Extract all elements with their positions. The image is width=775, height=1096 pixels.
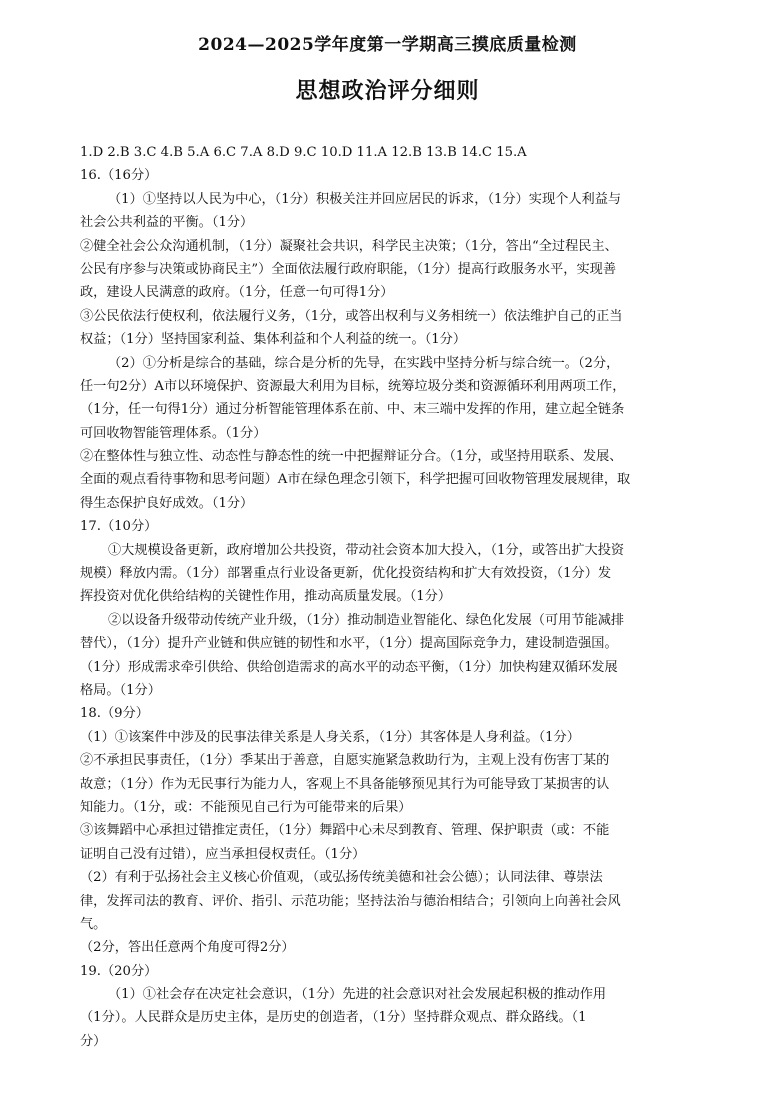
multiple-choice-answers: 1.D 2.B 3.C 4.B 5.A 6.C 7.A 8.D 9.C 10.D 11.A 12.B 13.B 14.C 15.A bbox=[80, 145, 527, 160]
question-heading: 16.（16分） bbox=[80, 168, 158, 184]
question-heading: 18.（9分） bbox=[80, 706, 149, 722]
text-line: 证明自己没有过错），应当承担侵权责任。（1分） bbox=[80, 846, 366, 862]
text-line: ③该舞蹈中心承担过错推定责任，（1分）舞蹈中心未尽到教育、管理、保护职责（或：不能 bbox=[80, 823, 610, 839]
text-line: 格局。（1分） bbox=[80, 682, 161, 698]
text-line: ③公民依法行使权利，依法履行义务，（1分，或答出权利与义务相统一）依法维护自己的正当 bbox=[80, 308, 623, 324]
text-line: 分） bbox=[80, 1033, 107, 1049]
text-line: （1分）。人民群众是历史主体，是历史的创造者，（1分）坚持群众观点、群众路线。（1 bbox=[80, 1010, 587, 1026]
text-line: 任一句2分）A市以环境保护、资源最大利用为目标，统筹垃圾分类和资源循环利用两项工作， bbox=[80, 378, 626, 394]
document-title: 2024—2025学年度第一学期高三摸底质量检测 bbox=[198, 35, 577, 55]
text-line: 挥投资对优化供给结构的关键性作用，推动高质量发展。（1分） bbox=[80, 589, 452, 605]
document-body bbox=[80, 141, 760, 1053]
text-line: （2）①分析是综合的基础，综合是分析的先导，在实践中坚持分析与综合统一。（2分， bbox=[108, 355, 620, 371]
text-line: 气。 bbox=[80, 916, 107, 932]
text-line: 规模）释放内需。（1分）部署重点行业设备更新，优化投资结构和扩大有效投资，（1分）发 bbox=[80, 566, 612, 582]
text-line: ②不承担民事责任，（1分）季某出于善意，自愿实施紧急救助行为，主观上没有伤害丁某的 bbox=[80, 753, 610, 769]
document-subtitle: 思想政治评分细则 bbox=[295, 78, 480, 104]
text-line: 可回收物智能管理体系。（1分） bbox=[80, 425, 267, 441]
text-line: ②以设备升级带动传统产业升级，（1分）推动制造业智能化、绿色化发展（可用节能减排 bbox=[108, 612, 625, 628]
question-heading: 17.（10分） bbox=[80, 519, 158, 535]
text-line: ②在整体性与独立性、动态性与静态性的统一中把握辩证分合。（1分，或坚持用联系、发展、 bbox=[80, 449, 623, 465]
text-line: 公民有序参与决策或协商民主”）全面依法履行政府职能，（1分）提高行政服务水平，实现善 bbox=[80, 261, 617, 277]
text-line: （1分，任一句得1分）通过分析智能管理体系在前、中、末三端中发挥的作用，建立起全链条 bbox=[80, 402, 625, 418]
text-line: 替代），（1分）提升产业链和供应链的韧性和水平，（1分）提高国际竞争力，建设制造强国。 bbox=[80, 636, 618, 652]
text-line: （1分）形成需求牵引供给、供给创造需求的高水平的动态平衡，（1分）加快构建双循环发展 bbox=[80, 659, 618, 675]
text-line: 律，发挥司法的教育、评价、指引、示范功能；坚持法治与德治相结合；引领向上向善社会风 bbox=[80, 893, 621, 909]
text-line: 社会公共利益的平衡。（1分） bbox=[80, 215, 254, 231]
text-line: （2）有利于弘扬社会主义核心价值观，（或弘扬传统美德和社会公德）；认同法律、尊崇法 bbox=[80, 870, 603, 886]
text-line: 故意；（1分）作为无民事行为能力人，客观上不具备能够预见其行为可能导致丁某损害的认 bbox=[80, 776, 610, 792]
text-line: 全面的观点看待事物和思考问题）A市在绿色理念引领下，科学把握可回收物管理发展规律，取 bbox=[80, 472, 631, 488]
text-line: （2分，答出任意两个角度可得2分） bbox=[80, 940, 295, 956]
text-line: ②健全社会公众沟通机制，（1分）凝聚社会共识，科学民主决策；（1分，答出“全过程民主、 bbox=[80, 238, 618, 254]
text-line: 权益；（1分）坚持国家利益、集体利益和个人利益的统一。（1分） bbox=[80, 332, 467, 348]
text-line: （1）①坚持以人民为中心，（1分）积极关注并回应居民的诉求，（1分）实现个人利益与 bbox=[108, 191, 622, 207]
text-line: ①大规模设备更新，政府增加公共投资，带动社会资本加大投入，（1分，或答出扩大投资 bbox=[108, 542, 625, 558]
text-line: 得生态保护良好成效。（1分） bbox=[80, 495, 254, 511]
text-line: （1）①社会存在决定社会意识，（1分）先进的社会意识对社会发展起积极的推动作用 bbox=[108, 987, 607, 1003]
text-line: 知能力。（1分，或：不能预见自己行为可能带来的后果） bbox=[80, 799, 412, 815]
question-heading: 19.（20分） bbox=[80, 963, 158, 979]
text-line: 政，建设人民满意的政府。（1分，任意一句可得1分） bbox=[80, 285, 394, 301]
text-line: （1）①该案件中涉及的民事法律关系是人身关系，（1分）其客体是人身利益。（1分） bbox=[80, 729, 580, 745]
